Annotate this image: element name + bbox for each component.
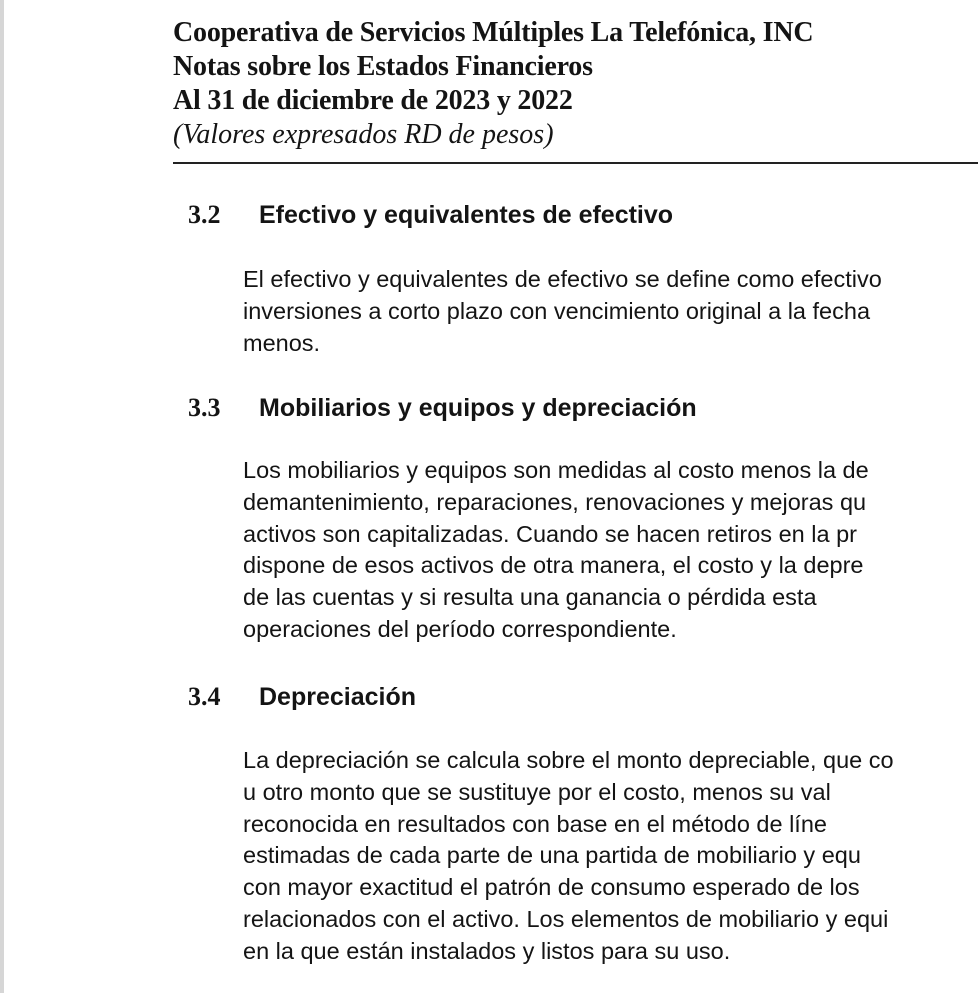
company-name: Cooperativa de Servicios Múltiples La Telefónica, INC xyxy=(173,17,814,48)
section-number: 3.4 xyxy=(188,682,221,711)
section-number: 3.2 xyxy=(188,200,221,229)
section-title: Efectivo y equivalentes de efectivo xyxy=(259,201,674,229)
section-title: Mobiliarios y equipos y depreciación xyxy=(259,394,697,422)
paragraph-line: reconocida en resultados con base en el método de líne xyxy=(243,810,827,837)
paragraph-line: activos son capitalizadas. Cuando se hacen retiros en la pr xyxy=(243,520,857,547)
section-body-3-3 xyxy=(243,455,978,646)
paragraph-line: dispone de esos activos de otra manera, el costo y la depre xyxy=(243,552,864,579)
paragraph-line: La depreciación se calcula sobre el monto depreciable, que co xyxy=(243,747,894,773)
section-number: 3.3 xyxy=(188,393,221,422)
paragraph-line: estimadas de cada parte de una partida de mobiliario y equ xyxy=(243,842,861,869)
section-title: Depreciación xyxy=(259,683,417,711)
currency-note: (Valores expresados RD de pesos) xyxy=(173,119,554,150)
paragraph-line: con mayor exactitud el patrón de consumo esperado de los xyxy=(243,874,860,901)
report-date: Al 31 de diciembre de 2023 y 2022 xyxy=(173,85,573,116)
paragraph-line: Los mobiliarios y equipos son medidas al costo menos la de xyxy=(243,457,869,483)
paragraph-line: inversiones a corto plazo con vencimiento original a la fecha xyxy=(243,297,871,324)
paragraph-line: menos. xyxy=(243,329,321,356)
paragraph-line: u otro monto que se sustituye por el costo, menos su val xyxy=(243,778,831,805)
document-header xyxy=(173,16,978,152)
paragraph-line: operaciones del período correspondiente. xyxy=(243,615,677,642)
header-divider xyxy=(173,162,978,164)
section-body-3-2 xyxy=(243,264,978,359)
paragraph-line: El efectivo y equivalentes de efectivo se define como efectivo xyxy=(243,266,882,292)
section-body-3-4 xyxy=(243,745,978,968)
paragraph-line: relacionados con el activo. Los elementos de mobiliario y equi xyxy=(243,905,889,932)
page-edge xyxy=(0,0,4,993)
paragraph-line: de las cuentas y si resulta una ganancia o pérdida esta xyxy=(243,584,817,611)
paragraph-line: en la que están instalados y listos para su uso. xyxy=(243,937,731,964)
paragraph-line: demantenimiento, reparaciones, renovaciones y mejoras qu xyxy=(243,488,867,515)
document-title: Notas sobre los Estados Financieros xyxy=(173,51,593,82)
